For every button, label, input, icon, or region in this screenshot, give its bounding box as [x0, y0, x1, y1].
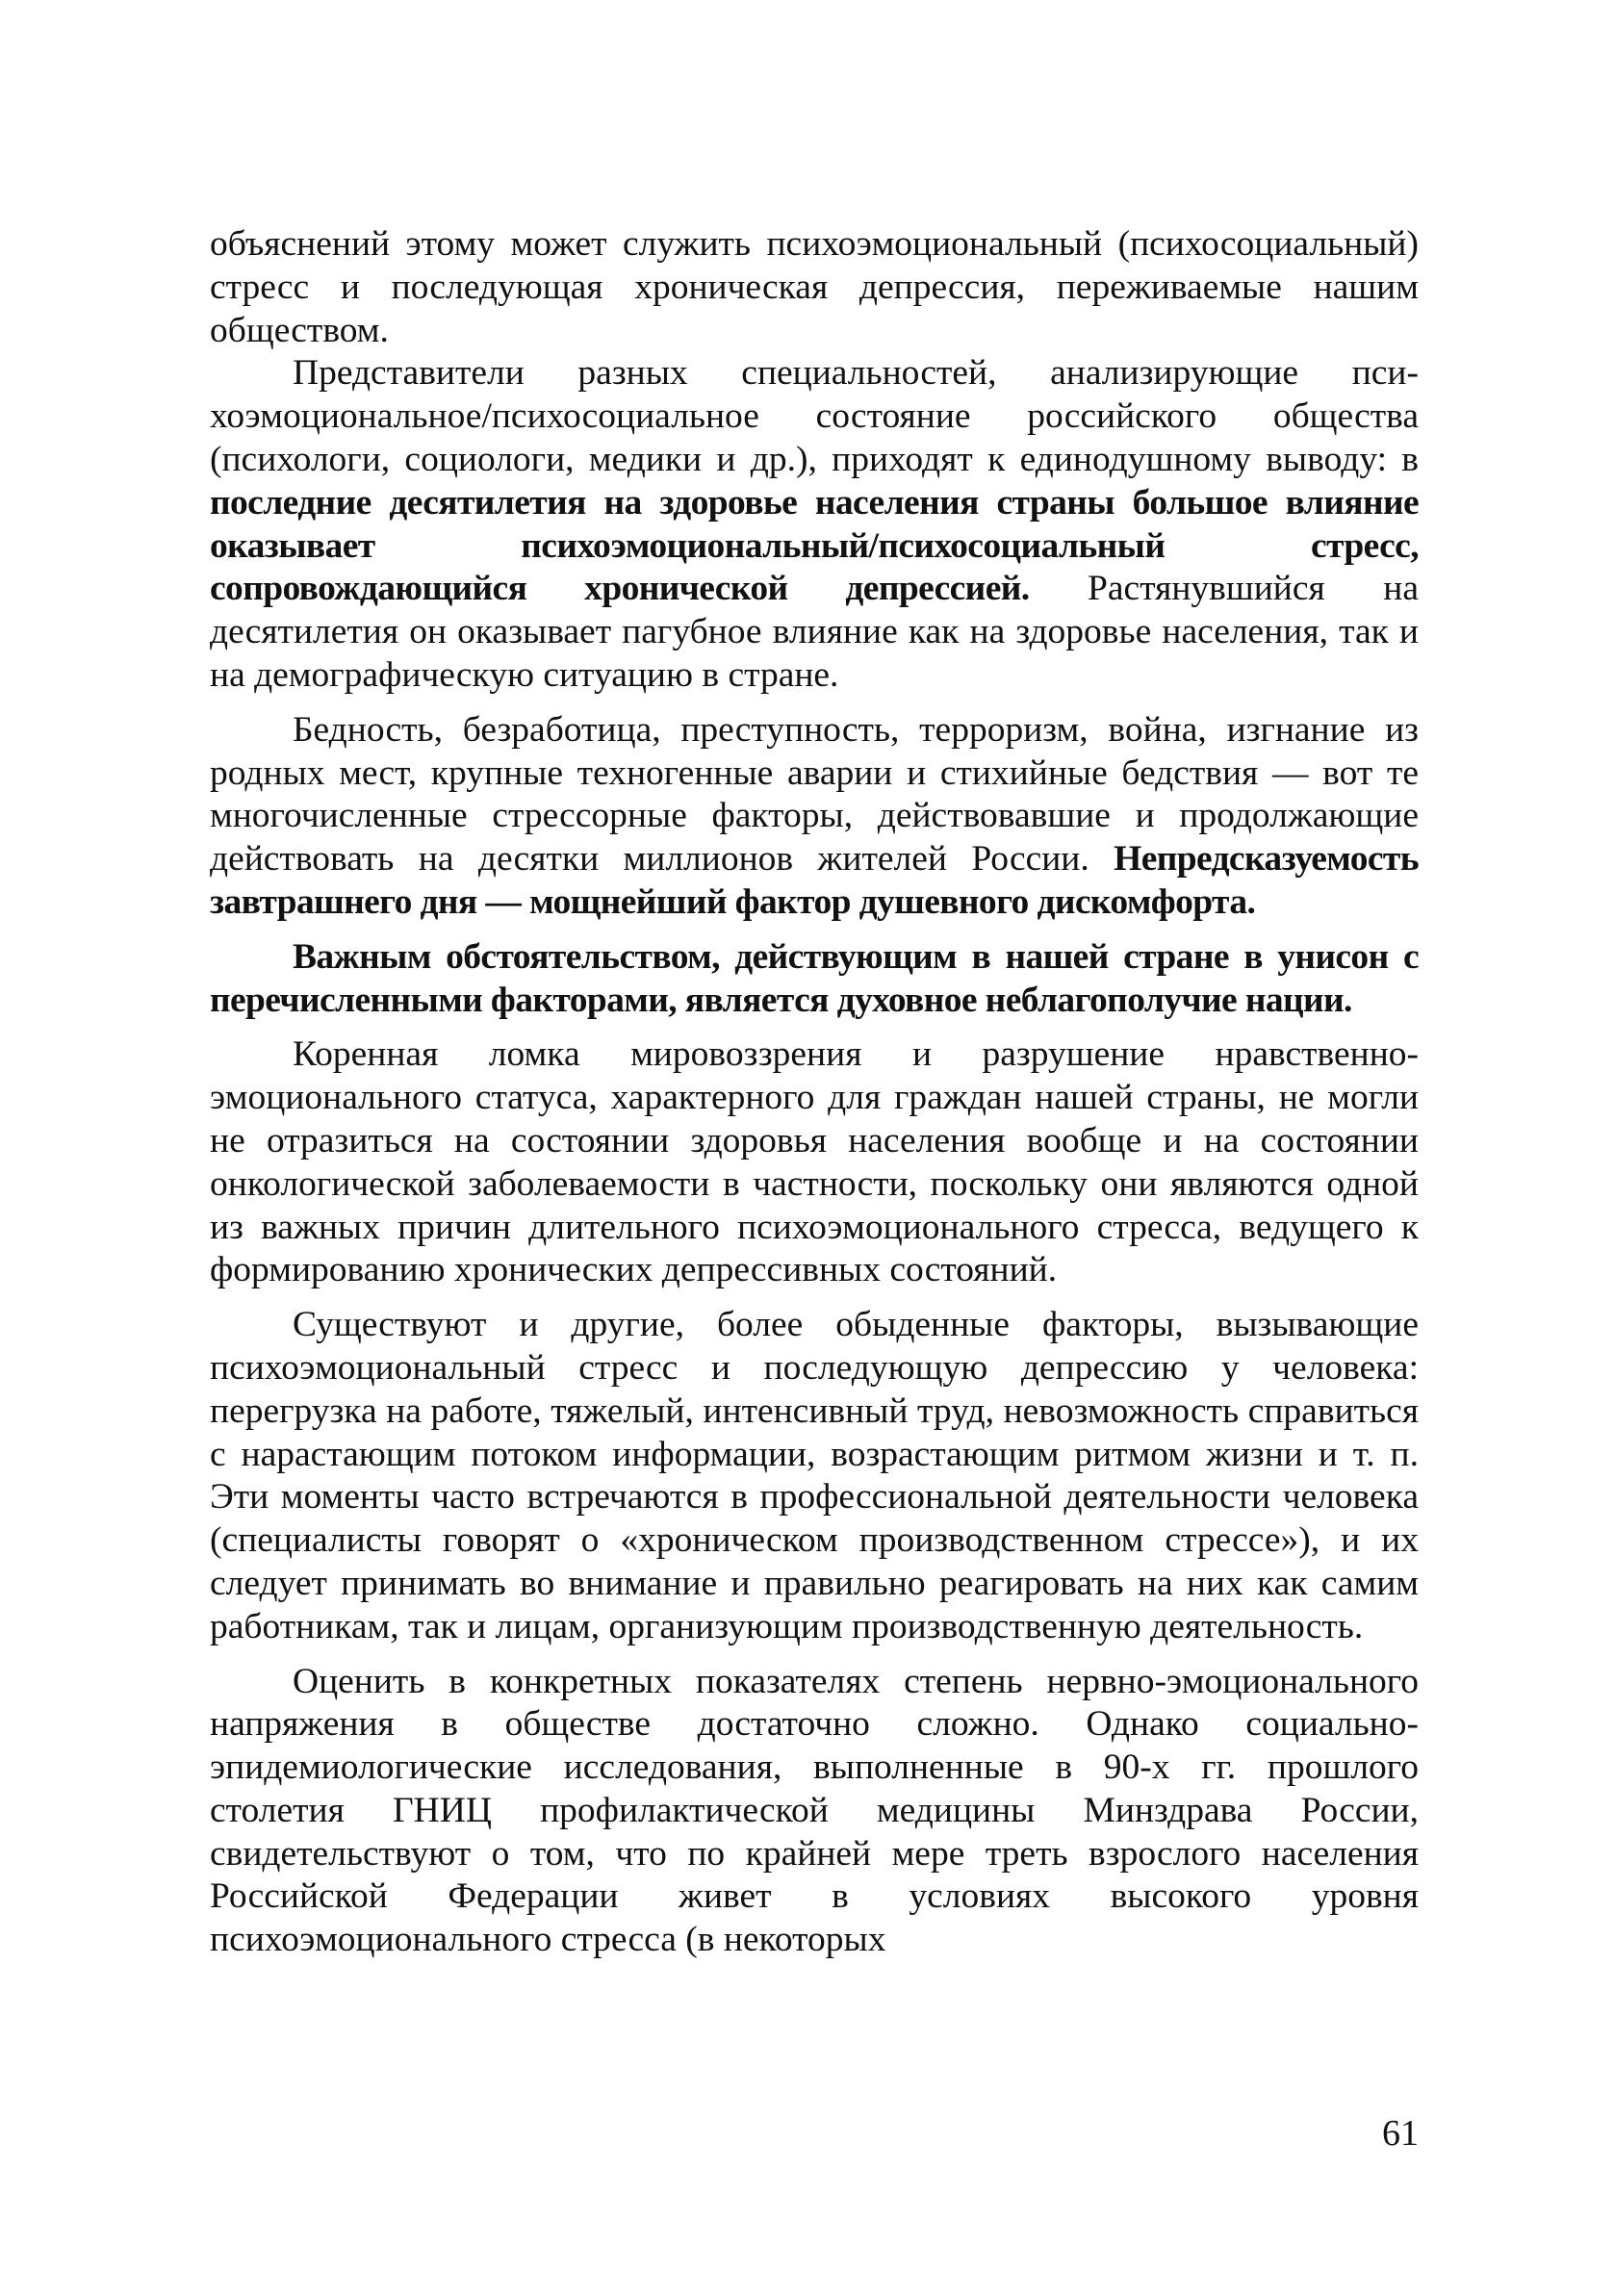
paragraph-1-text: объяснений этому может служить психоэмоциональный (психосоциальный) стресс и последующая хроническая депрессия, переживаемые нашим обществом. [210, 224, 1419, 350]
body-text [210, 223, 1419, 1962]
paragraph-4-bold-text: Важным обстоятельством, действующим в нашей стране в унисон с перечисленными факторами, является духовное неблагополучие нации. [210, 936, 1419, 1020]
paragraph-1 [210, 223, 1419, 352]
page-number: 61 [1382, 2113, 1419, 2154]
paragraph-2-bold-emphasis: последние десятилетия на здоровье населения страны большое влияние оказывает психоэмоциональный/психосоциальный стресс, сопровождающийся хронической депрессией. [210, 482, 1419, 609]
paragraph-2-text-b: Растянувшийся на десятилетия он оказывает пагубное влияние как на здоровье населения, так и на демографическую ситуацию в стране. [210, 569, 1419, 695]
paragraph-6-text: Существуют и другие, более обыденные факторы, вызывающие психоэмоциональный стресс и последующую депрессию у человека: перегрузка на работе, тяжелый, интенсивный труд, невозможность справиться с нарастающим потоком информации, возрастающим ритмом жизни и т. п. Эти моменты часто встречаются в профессиональной деятельности человека (специалисты говорят о «хроническом производственном стрессе»), и их следует принимать во внимание и правильно реагировать на них как самим работникам, так и лицам, организующим производственную деятельность. [210, 1305, 1419, 1646]
paragraph-5 [210, 1033, 1419, 1292]
paragraph-2-text-a: Представители разных специальностей, анализирующие психоэмоциональное/психосоциальное состояние российского общества (психологи, социологи, медики и др.), приходят к единодушному выводу: в [210, 353, 1419, 479]
paragraph-7 [210, 1661, 1419, 1963]
paragraph-6 [210, 1304, 1419, 1648]
paragraph-3-text: Бедность, безработица, преступность, терроризм, война, изгнание из родных мест, крупные техногенные аварии и стихийные бедствия — вот те многочисленные стрессорные факторы, действовавшие и продолжающие действовать на десятки миллионов жителей России. [210, 709, 1419, 880]
paragraph-3 [210, 709, 1419, 925]
paragraph-7-text: Оценить в конкретных показателях степень нервно-эмоционального напряжения в обществе достаточно сложно. Однако социально-эпидемиологические исследования, выполненные в 90-х гг. прошлого столетия ГНИЦ профилактической медицины Минздрава России, свидетельствуют о том, что по крайней мере треть взрослого населения Российской Федерации живет в условиях высокого уровня психоэмоционального стресса (в некоторых [210, 1661, 1419, 1960]
paragraph-4 [210, 936, 1419, 1023]
paragraph-2 [210, 352, 1419, 697]
paragraph-5-text: Коренная ломка мировоззрения и разрушение нравственно-эмоционального статуса, характерного для граждан нашей страны, не могли не отразиться на состоянии здоровья населения вообще и на состоянии онкологической заболеваемости в частности, поскольку они являются одной из важных причин длительного психоэмоционального стресса, ведущего к формированию хронических депрессивных состояний. [210, 1034, 1419, 1290]
paragraph-3-bold-emphasis: Непредсказуемость завтрашнего дня — мощнейший фактор душевного дискомфорта. [210, 839, 1419, 922]
